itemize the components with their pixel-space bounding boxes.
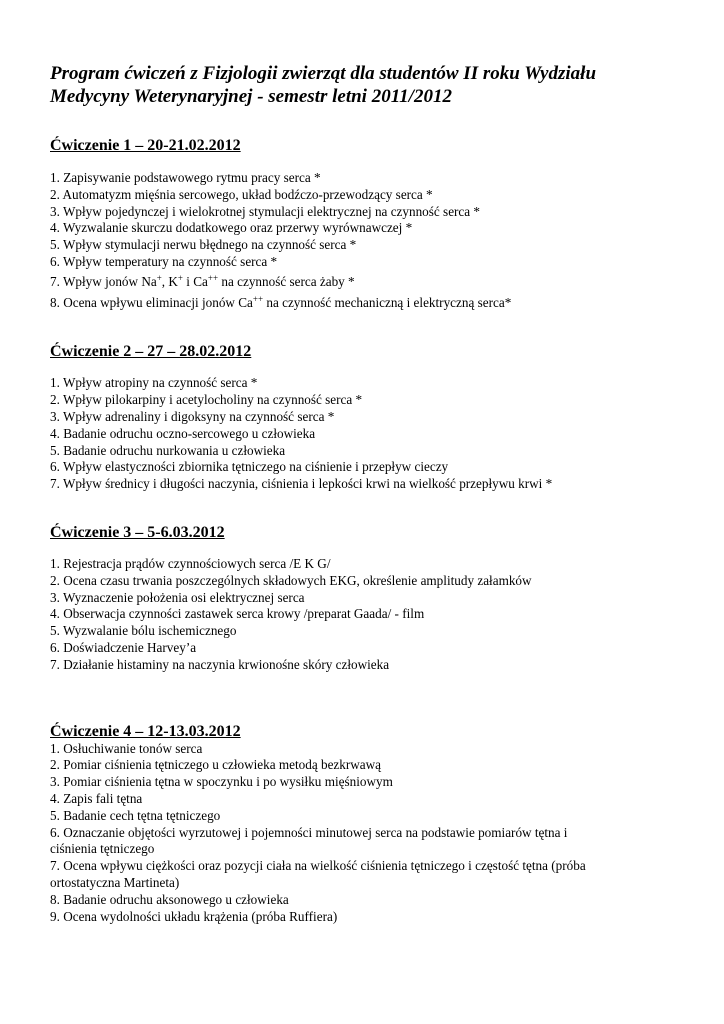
section-heading: Ćwiczenie 2 – 27 – 28.02.2012 bbox=[50, 343, 252, 361]
list-item: ciśnienia tętniczego bbox=[50, 841, 155, 857]
list-item bbox=[50, 274, 690, 291]
section-cwiczenie-1 bbox=[50, 136, 690, 311]
list-item: 1. Osłuchiwanie tonów serca bbox=[50, 740, 203, 756]
section-cwiczenie-3 bbox=[50, 523, 690, 674]
superscript: + bbox=[177, 272, 183, 283]
list-item: 4. Badanie odruchu oczno-sercowego u człowieka bbox=[50, 425, 316, 441]
list-item: 1. Wpływ atropiny na czynność serca * bbox=[50, 375, 258, 391]
list-item: 5. Badanie odruchu nurkowania u człowieka bbox=[50, 442, 286, 458]
list-item: 6. Oznaczanie objętości wyrzutowej i pojemności minutowej serca na podstawie pomiarów tętna i bbox=[50, 824, 568, 840]
exercise-list bbox=[50, 170, 690, 311]
section-heading: Ćwiczenie 4 – 12-13.03.2012 bbox=[50, 722, 241, 740]
list-item: 2. Ocena czasu trwania poszczególnych składowych EKG, określenie amplitudy załamków bbox=[50, 572, 532, 588]
section-heading: Ćwiczenie 3 – 5-6.03.2012 bbox=[50, 523, 225, 541]
list-item: 3. Wpływ pojedynczej i wielokrotnej stymulacji elektrycznej na czynność serca * bbox=[50, 203, 481, 219]
list-item: 1. Rejestracja prądów czynnościowych serca /E K G/ bbox=[50, 555, 331, 571]
list-item: 7. Ocena wpływu ciężkości oraz pozycji ciała na wielkość ciśnienia tętniczego i częstość tętna (próba bbox=[50, 858, 586, 874]
list-item: ortostatyczna Martineta) bbox=[50, 874, 180, 890]
exercise-list bbox=[50, 375, 690, 493]
section-cwiczenie-4 bbox=[50, 722, 690, 926]
list-item: 3. Wpływ adrenaliny i digoksyny na czynność serca * bbox=[50, 408, 335, 424]
list-item: 3. Pomiar ciśnienia tętna w spoczynku i po wysiłku mięśniowym bbox=[50, 774, 393, 790]
list-item: 6. Wpływ elastyczności zbiornika tętniczego na ciśnienie i przepływ cieczy bbox=[50, 459, 449, 475]
list-item: 6. Doświadczenie Harvey’a bbox=[50, 639, 197, 655]
exercise-list bbox=[50, 556, 690, 674]
section-heading: Ćwiczenie 1 – 20-21.02.2012 bbox=[50, 137, 241, 154]
superscript: + bbox=[156, 272, 162, 283]
superscript: ++ bbox=[252, 293, 264, 304]
list-item: 2. Wpływ pilokarpiny i acetylocholiny na czynność serca * bbox=[50, 392, 363, 408]
title-line-2: Medycyny Weterynaryjnej - semestr letni 2011/2012 bbox=[50, 86, 452, 107]
list-item: 4. Wyzwalanie skurczu dodatkowego oraz przerwy wyrównawczej * bbox=[50, 220, 413, 236]
title-line-1: Program ćwiczeń z Fizjologii zwierząt dla studentów II roku Wydziału bbox=[50, 63, 597, 84]
item-text: 7. Wpływ jonów Na bbox=[50, 273, 157, 289]
document-page bbox=[50, 62, 690, 925]
exercise-list bbox=[50, 741, 690, 926]
list-item: 7. Wpływ średnicy i długości naczynia, ciśnienia i lepkości krwi na wielkość przepływu krwi * bbox=[50, 476, 553, 492]
list-item: 5. Badanie cech tętna tętniczego bbox=[50, 807, 221, 823]
list-item: 2. Automatyzm mięśnia sercowego, układ bodźczo-przewodzący serca * bbox=[50, 186, 433, 202]
list-item: 3. Wyznaczenie położenia osi elektrycznej serca bbox=[50, 589, 305, 605]
item-text: 8. Ocena wpływu eliminacji jonów Ca bbox=[50, 294, 253, 310]
list-item bbox=[50, 295, 690, 312]
list-item: 5. Wyzwalanie bólu ischemicznego bbox=[50, 623, 237, 639]
list-item: 5. Wpływ stymulacji nerwu błędnego na czynność serca * bbox=[50, 237, 357, 253]
list-item: 1. Zapisywanie podstawowego rytmu pracy serca * bbox=[50, 170, 321, 185]
item-text: na czynność serca żaby * bbox=[218, 273, 355, 289]
item-text: i Ca bbox=[183, 273, 208, 289]
list-item: 6. Wpływ temperatury na czynność serca * bbox=[50, 253, 278, 269]
superscript: ++ bbox=[207, 272, 219, 283]
list-item: 4. Zapis fali tętna bbox=[50, 790, 143, 806]
list-item: 2. Pomiar ciśnienia tętniczego u człowieka metodą bezkrwawą bbox=[50, 757, 382, 773]
document-title bbox=[50, 62, 690, 108]
list-item: 9. Ocena wydolności układu krążenia (próba Ruffiera) bbox=[50, 908, 338, 924]
list-item: 8. Badanie odruchu aksonowego u człowieka bbox=[50, 891, 289, 907]
item-text: , K bbox=[161, 273, 178, 289]
list-item: 7. Działanie histaminy na naczynia krwionośne skóry człowieka bbox=[50, 656, 390, 672]
section-cwiczenie-2 bbox=[50, 342, 690, 493]
item-text: na czynność mechaniczną i elektryczną serca* bbox=[263, 294, 512, 310]
list-item: 4. Obserwacja czynności zastawek serca krowy /preparat Gaada/ - film bbox=[50, 606, 425, 622]
